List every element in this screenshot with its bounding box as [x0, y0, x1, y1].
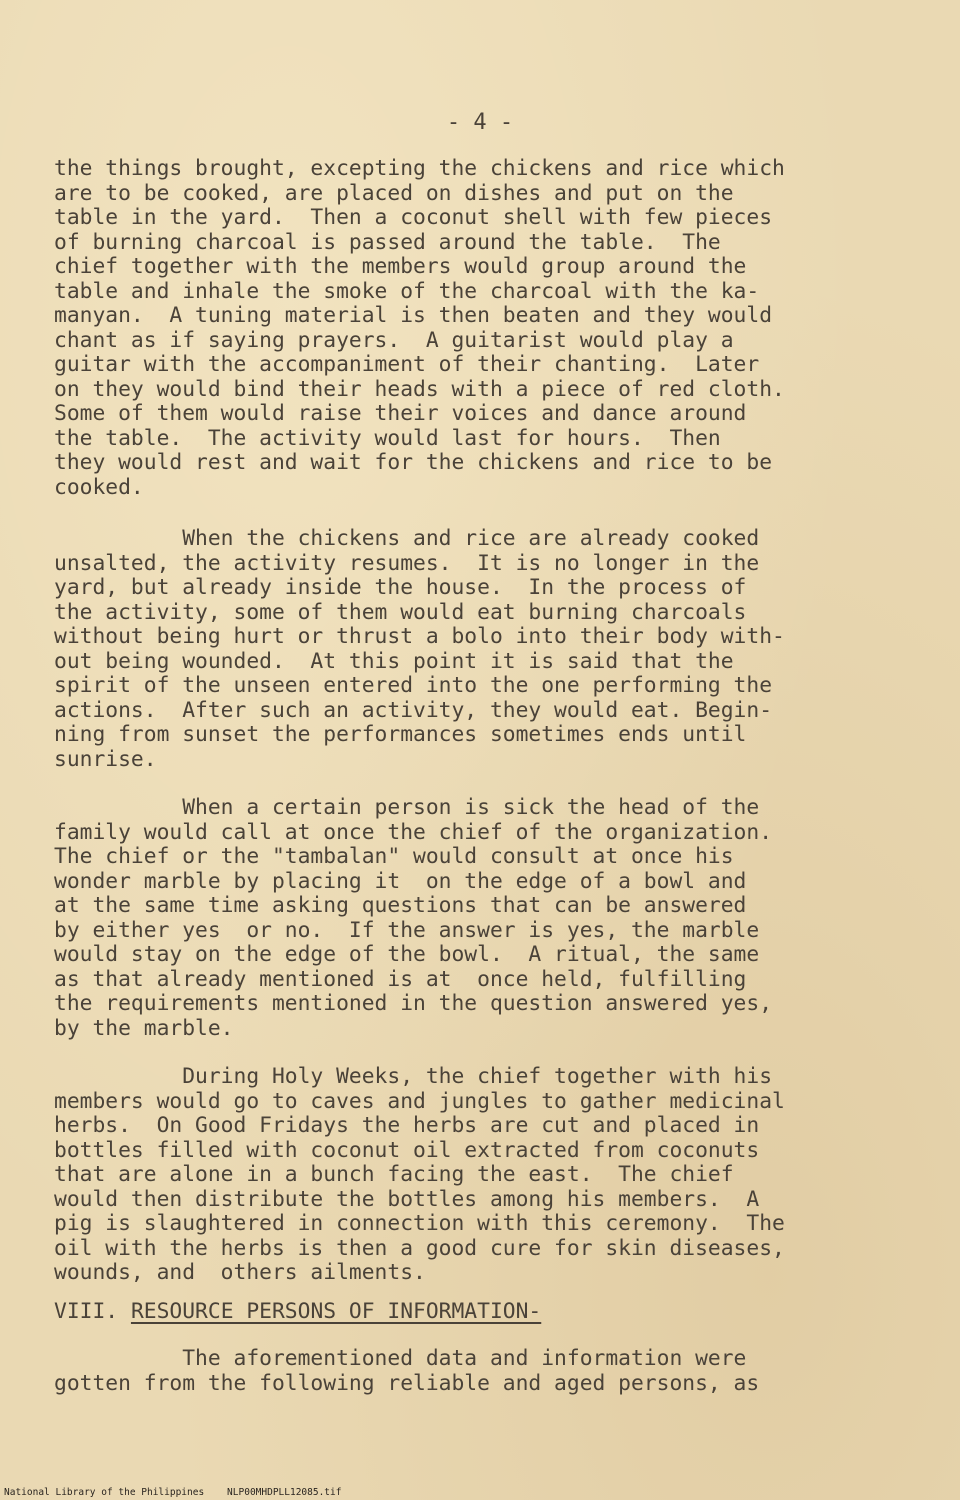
section-title: RESOURCE PERSONS OF INFORMATION- — [130, 1299, 542, 1324]
section-heading — [54, 1300, 541, 1325]
paragraph-resource-persons: The aforementioned data and information were gotten from the following reliable and aged persons, as — [54, 1346, 760, 1396]
page-number: - 4 - — [446, 110, 514, 135]
paragraph-ritual-table: the things brought, excepting the chickens and rice which are to be cooked, are placed on dishes and put on the table in the yard. Then a coconut shell with few pieces of burning charcoal is passed around the table. The chief together with the members would group around the table and inhale the smoke of the charcoal with the ka- manyan. A tuning material is then beaten and they would chant as if saying prayers. A guitarist would play a guitar with the accompaniment of their chanting. Later on they would bind their heads with a piece of red cloth. Some of them would raise their voices and dance around the table. The activity would last for hours. Then they would rest and wait for the chickens and rice to be cooked. — [54, 156, 785, 500]
paragraph-activity-resumes: When the chickens and rice are already cooked unsalted, the activity resumes. It is no longer in the yard, but already inside the house. In the process of the activity, some of them would eat burning charcoals without being hurt or thrust a bolo into their body with- out being wounded. At this point it is said that the spirit of the unseen entered into the one performing the actions. After such an activity, they would eat. Begin- ning from sunset the performances sometimes ends until sunrise. — [54, 526, 785, 772]
paragraph-sick-person: When a certain person is sick the head of the family would call at once the chief of the organization. The chief or the "tambalan" would consult at once his wonder marble by placing it on the edge of a bowl and at the same time asking questions that can be answered by either yes or no. If the answer is yes, the marble would stay on the edge of the bowl. A ritual, the same as that already mentioned is at once held, fulfilling the requirements mentioned in the question answered yes, by the marble. — [54, 795, 773, 1041]
paragraph-holy-week: During Holy Weeks, the chief together with his members would go to caves and jungles to gather medicinal herbs. On Good Fridays the herbs are cut and placed in bottles filled with coconut oil extracted from coconuts that are alone in a bunch facing the east. The chief would then distribute the bottles among his members. A pig is slaughtered in connection with this ceremony. The oil with the herbs is then a good cure for skin diseases, wounds, and others ailments. — [54, 1064, 785, 1285]
archive-footer: National Library of the Philippines NLP00MHDPLL12085.tif — [4, 1487, 342, 1498]
section-number: VIII. — [54, 1299, 131, 1324]
